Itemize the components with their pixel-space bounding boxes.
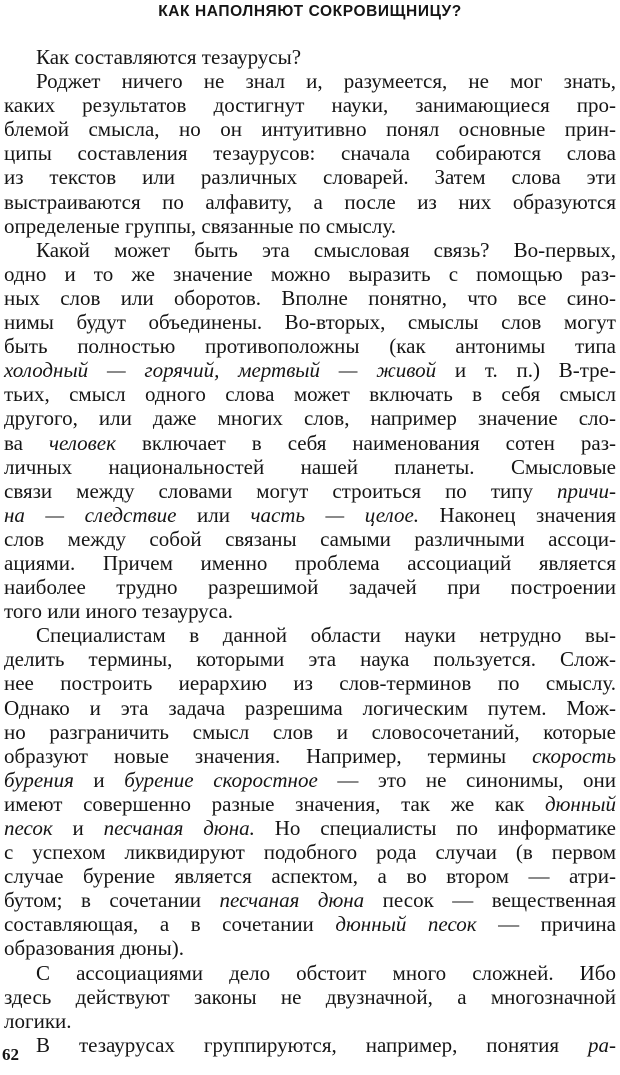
text-line [4, 286, 616, 310]
text-line [4, 527, 616, 551]
text-run: образования дюны). [4, 936, 184, 961]
text-run: В тезаурусах группируются, например, понятия [36, 1032, 588, 1057]
italic-term: песчаная дюна [219, 888, 365, 913]
text-run: наиболее трудно разрешимой задачей при построении [4, 575, 616, 600]
text-line [4, 45, 616, 69]
text-run: составляющая, а в сочетании [4, 912, 336, 937]
text-line [4, 93, 616, 117]
text-run: но разграничить смысл слов и словосочетаний, которые [4, 719, 616, 744]
text-run: Как составляются тезаурусы? [36, 45, 302, 69]
page-number: 62 [2, 1045, 19, 1064]
text-run: нимы будут объединены. Во-вторых, смыслы слов могут [4, 310, 616, 335]
text-line [4, 141, 616, 165]
text-run: ных слов или оборотов. Вполне понятно, что все сино- [4, 285, 616, 310]
text-run: Однако и эта задача разрешима логическим путем. Мож- [4, 695, 616, 720]
text-run: определеные группы, связанные по смыслу. [4, 213, 396, 238]
text-run: выстраиваются по алфавиту, а после из них образуются [4, 189, 616, 214]
text-line [4, 936, 616, 960]
text-run: ациями. Причем именно проблема ассоциаций является [4, 550, 616, 575]
text-run: быть полностью противоположны (как антонимы типа [4, 334, 616, 359]
italic-term: человек [48, 430, 116, 455]
text-line [4, 816, 616, 840]
text-run: того или иного тезауруса. [4, 599, 233, 624]
text-run: песок — вещественная [364, 888, 616, 913]
italic-term: песок [4, 816, 53, 840]
text-run: случае бурение является аспектом, а во втором — атри- [4, 864, 616, 889]
text-run: ва [4, 430, 49, 455]
italic-term: ра- [588, 1032, 616, 1057]
text-line [4, 165, 616, 189]
italic-term: бурения [4, 767, 74, 792]
text-line [4, 1033, 616, 1057]
text-line [4, 744, 616, 768]
text-line [4, 985, 616, 1009]
text-run: — это не синонимы, они [317, 767, 616, 792]
text-run: Но специалисты по информатике [254, 816, 616, 840]
text-run: тьих, смысл одного слова может включать в себя смысл [4, 382, 616, 407]
text-line [4, 310, 616, 334]
text-line [4, 696, 616, 720]
italic-term: дюнный песок [335, 912, 477, 937]
running-header: КАК НАПОЛНЯЮТ СОКРОВИЩНИЦУ? [158, 3, 462, 20]
text-line [4, 888, 616, 912]
italic-term: причи- [556, 478, 616, 503]
text-line [4, 575, 616, 599]
text-run: каких результатов достигнут науки, занимающиеся про- [4, 93, 616, 118]
text-run: с успехом ликвидируют подобного рода случаи (в первом [4, 840, 616, 865]
text-run: логики. [4, 1008, 72, 1033]
text-line [4, 720, 616, 744]
text-line [4, 214, 616, 238]
text-run: включает в себя наименования сотен раз- [115, 430, 616, 455]
text-line [4, 864, 616, 888]
text-run: слов между собой связаны самыми различными ассоци- [4, 526, 616, 551]
italic-term: дюнный [545, 791, 616, 816]
body-text [4, 45, 616, 1057]
text-run: имеют совершенно разные значения, так же как [4, 791, 545, 816]
text-run: блемой смысла, но он интуитивно понял основные прин- [4, 117, 616, 142]
italic-term: часть — целое. [250, 502, 420, 527]
text-run: С ассоциациями дело обстоит много сложней. Ибо [36, 960, 616, 985]
text-run: или [176, 502, 251, 527]
text-line [4, 117, 616, 141]
italic-term: скорость [532, 743, 616, 768]
text-run: другого, или даже многих слов, например значение сло- [4, 406, 616, 431]
text-line [4, 382, 616, 406]
text-run: Какой может быть эта смысловая связь? Во-первых, [36, 237, 616, 262]
text-run: одно и то же значение можно выразить с помощью раз- [4, 261, 616, 286]
text-line [4, 238, 616, 262]
text-line [4, 406, 616, 430]
text-line [4, 840, 616, 864]
text-line [4, 551, 616, 575]
text-run: здесь действуют законы не двузначной, а многозначной [4, 984, 616, 1009]
italic-term: холодный — горячий, мертвый — живой [4, 358, 437, 383]
text-run: образуют новые значения. Например, термины [4, 743, 533, 768]
text-run: бутом; в сочетании [4, 888, 220, 913]
text-run: ципы составления тезаурусов: сначала собираются слова [4, 141, 616, 166]
text-line [4, 671, 616, 695]
text-line [4, 1009, 616, 1033]
text-run: и [73, 767, 125, 792]
text-run: Специалистам в данной области науки нетрудно вы- [36, 623, 616, 648]
text-line [4, 479, 616, 503]
italic-term: на — следствие [4, 502, 177, 527]
text-run: и т. п.) В-тре- [436, 358, 616, 383]
text-line [4, 190, 616, 214]
text-line [4, 431, 616, 455]
text-line [4, 961, 616, 985]
text-line [4, 647, 616, 671]
text-run: Наконец значения [419, 502, 616, 527]
italic-term: песчаная дюна. [103, 816, 255, 840]
text-line [4, 334, 616, 358]
text-run: связи между словами могут строиться по типу [4, 478, 557, 503]
text-line [4, 792, 616, 816]
italic-term: бурение скоростное [124, 767, 318, 792]
text-run: личных национальностей нашей планеты. Смысловые [4, 454, 616, 479]
text-run: из текстов или различных словарей. Затем слова эти [4, 165, 616, 190]
text-line [4, 262, 616, 286]
text-line [4, 455, 616, 479]
text-run: делить термины, которыми эта наука пользуется. Слож- [4, 647, 616, 672]
text-run: Роджет ничего не знал и, разумеется, не мог знать, [36, 69, 616, 94]
text-line [4, 912, 616, 936]
text-line [4, 623, 616, 647]
text-line [4, 599, 616, 623]
text-run: — причина [476, 912, 616, 937]
text-line [4, 503, 616, 527]
text-line [4, 768, 616, 792]
text-run: и [52, 816, 104, 840]
text-line [4, 69, 616, 93]
text-line [4, 358, 616, 382]
text-run: нее построить иерархию из слов-терминов по смыслу. [4, 671, 616, 696]
